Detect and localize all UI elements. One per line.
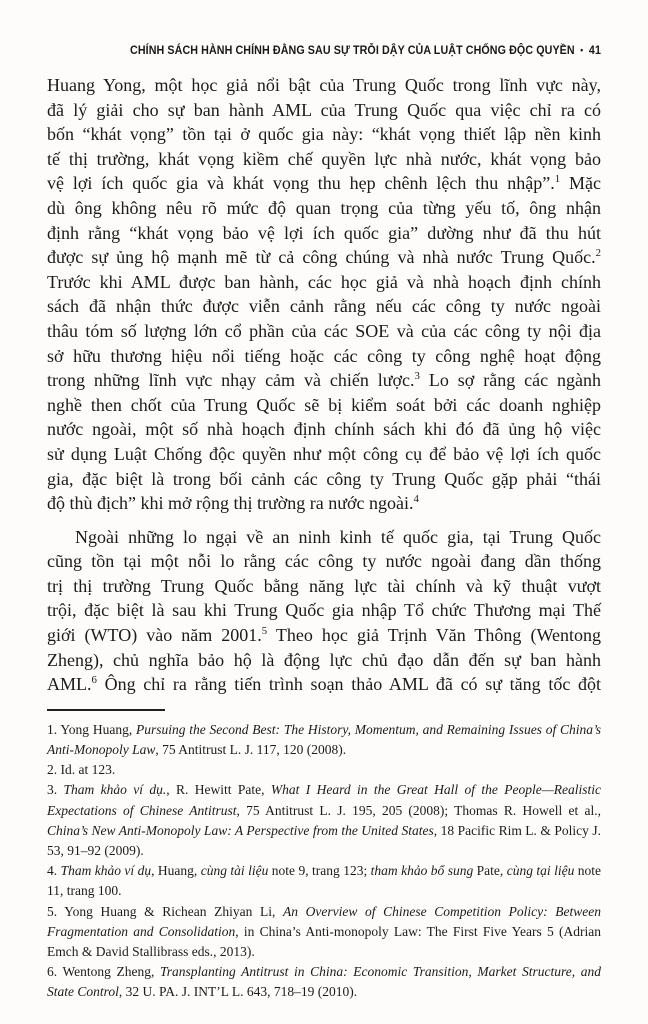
footnote-ref: 3	[414, 370, 420, 383]
page-body	[47, 73, 601, 697]
text-segment: Tham khảo ví dụ	[60, 863, 152, 879]
text-segment: định rằng “khát vọng bảo vệ lợi ích quốc gia” dường như đã thu hút	[47, 222, 601, 243]
footnote-ref: 2	[595, 247, 601, 260]
text-segment: Pate,	[473, 863, 507, 879]
footnote-ref: 6	[91, 674, 97, 687]
text-line	[47, 672, 601, 697]
text-segment: nghề then chốt của Trung Quốc sẽ bị kiểm soát bởi các doanh nghiệp	[47, 394, 601, 415]
text-segment: sở hữu thương hiệu nổi tiếng hoặc các công ty công nghệ hoạt động	[47, 345, 601, 366]
text-segment: Mặc	[560, 173, 602, 194]
text-segment: trị thị trường Trung Quốc bằng năng lực tài chính và kỹ thuật vượt	[47, 575, 601, 596]
text-segment: Zheng), chủ nghĩa bảo hộ là động lực chủ đạo dẫn đến sự ban hành	[47, 649, 601, 670]
text-segment: được sự ủng hộ mạnh mẽ từ cả công chúng và nhà nước Trung Quốc.	[47, 247, 596, 268]
text-line	[47, 196, 601, 221]
text-segment: Pursuing the Second Best: The History, Momentum, and Remaining Issues of China’s Anti-Monopoly Law	[47, 721, 602, 758]
text-segment: , in China’s Anti-monopoly Law: The First Five Years 5 (Adrian Emch & David Stallibrass eds., 2013).	[47, 923, 601, 960]
text-segment: trong những lĩnh vực nhạy cảm và chiến lược.	[47, 370, 415, 391]
text-segment: , 75 Antitrust L. J. 117, 120 (2008).	[155, 742, 347, 758]
text-line	[47, 393, 601, 418]
text-line	[47, 344, 601, 369]
text-line	[47, 417, 601, 442]
text-segment: thâu tóm số lượng lớn cổ phần của các SOE và của các công ty nội địa	[47, 320, 601, 341]
text-segment: , 32 U. PA. J. INT’L L. 643, 718–19 (2010).	[118, 984, 358, 1000]
text-segment: cùng tài liệu	[200, 863, 269, 879]
text-segment: 5. Yong Huang & Richean Zhiyan Li,	[47, 903, 284, 919]
text-segment: Trước khi AML được ban hành, các học giả và nhà hoạch định chính	[47, 271, 601, 292]
text-line	[47, 221, 601, 246]
footnote-ref: 1	[554, 173, 561, 186]
text-segment: Ông chỉ ra rằng tiến trình soạn thảo AML đã có sự tăng tốc đột	[96, 674, 601, 695]
text-line	[47, 623, 601, 648]
text-segment: , Huang,	[151, 863, 201, 879]
text-segment: bốn “khát vọng” tồn tại ở quốc gia này: “khát vọng thiết lập nền kinh	[47, 124, 601, 145]
text-segment: cũng tồn tại một nỗi lo rằng các công ty nước ngoài đang dần thống	[47, 551, 601, 572]
text-line	[47, 368, 601, 393]
text-segment: 6. Wentong Zheng,	[47, 964, 161, 980]
page-number: 41	[588, 45, 601, 57]
text-segment: giới (WTO) vào năm 2001.	[47, 625, 262, 646]
text-line	[47, 467, 601, 492]
text-segment: sử dụng Luật Chống độc quyền như một công cụ để bảo vệ lợi ích quốc	[47, 443, 601, 464]
text-line	[47, 171, 601, 196]
text-segment: tế thị trường, khát vọng kiềm chế quyền lực nhà nước, khát vọng bảo	[47, 148, 601, 169]
text-segment: sách đã nhận thức được viễn cảnh rằng nếu các công ty nước ngoài	[47, 296, 601, 317]
text-segment: nước ngoài, một số nhà hoạch định chính sách khi đó đã ủng hộ việc	[47, 419, 601, 440]
text-segment: gia, đặc biệt là trong bối cảnh các công ty Trung Quốc gặp phải “thái	[47, 468, 601, 489]
text-segment: , 18 Pacific Rim L. & Policy J. 53, 91–92 (2009).	[47, 822, 601, 859]
text-line	[47, 245, 601, 270]
text-line	[47, 442, 601, 467]
text-segment: trội, đặc biệt là sau khi Trung Quốc gia nhập Tổ chức Thương mại Thế	[47, 600, 601, 621]
text-segment: tham khảo bổ sung	[370, 863, 474, 879]
text-segment: 3.	[47, 782, 64, 798]
text-segment: Huang Yong, một học giả nổi bật của Trung Quốc trong lĩnh vực này,	[47, 75, 601, 95]
running-header	[86, 45, 601, 57]
bullet-separator-icon: •	[580, 45, 584, 55]
text-segment: Transplanting Antitrust in China: Economic Transition, Market Structure, and State Control	[47, 964, 601, 1000]
text-segment: 1. Yong Huang,	[47, 721, 136, 737]
footnote	[47, 962, 601, 1002]
text-line	[47, 319, 601, 344]
text-line	[47, 98, 601, 123]
text-line	[47, 574, 601, 599]
footnote-ref: 5	[261, 625, 268, 638]
text-line	[47, 73, 601, 98]
text-segment: What I Heard in the Great Hall of the People—Realistic Expectations of Chinese Antitrust	[47, 782, 602, 818]
footnote-divider	[47, 709, 165, 711]
text-segment: cùng tại liệu	[506, 863, 575, 879]
text-line	[47, 147, 601, 172]
text-segment: note 9, trang 123;	[268, 863, 371, 879]
footnotes-section	[47, 720, 601, 1003]
footnote	[47, 720, 601, 760]
text-segment: Lo sợ rằng các ngành	[419, 370, 601, 391]
footnote	[47, 861, 601, 901]
text-line	[47, 598, 601, 623]
footnote	[47, 902, 601, 963]
footnote-ref: 4	[413, 493, 419, 506]
text-segment: , R. Hewitt Pate,	[166, 782, 271, 798]
text-segment: vệ lợi ích quốc gia và khát vọng thu hẹp chênh lệch thu nhập”.	[47, 173, 555, 194]
text-segment: AML.	[47, 674, 92, 695]
body-paragraph	[47, 73, 601, 516]
text-segment: , 75 Antitrust L. J. 195, 205 (2008); Thomas R. Howell et al.,	[236, 802, 601, 818]
footnote	[47, 780, 601, 861]
body-paragraph	[47, 525, 601, 697]
text-segment: độ thù địch” khi mở rộng thị trường ra nước ngoài.	[47, 493, 414, 514]
chapter-title: CHÍNH SÁCH HÀNH CHÍNH ĐẰNG SAU SỰ TRỖI DẬY CỦA LUẬT CHỐNG ĐỘC QUYỀN	[130, 45, 575, 57]
text-line	[47, 491, 601, 516]
text-segment: 4.	[47, 863, 61, 879]
text-segment: Theo học giả Trịnh Văn Thông (Wentong	[267, 625, 601, 646]
text-segment: An Overview of Chinese Competition Policy: Between Fragmentation and Consolidation	[47, 903, 602, 939]
text-line	[47, 648, 601, 673]
text-segment: note 11, trang 100.	[47, 863, 602, 899]
text-segment: China’s New Anti-Monopoly Law: A Perspective from the United States	[47, 822, 434, 838]
text-segment: Tham khảo ví dụ.	[63, 782, 167, 798]
text-line	[47, 122, 601, 147]
text-line	[47, 549, 601, 574]
text-segment: dù ông không nêu rõ mức độ quan trọng của từng yếu tố, ông nhận	[47, 197, 601, 218]
footnote	[47, 760, 601, 780]
text-line	[47, 294, 601, 319]
text-line	[47, 525, 601, 550]
text-segment: Ngoài những lo ngại về an ninh kinh tế quốc gia, tại Trung Quốc	[75, 526, 601, 547]
text-segment: 2. Id. at 123.	[47, 762, 116, 778]
text-segment: đã lý giải cho sự ban hành AML của Trung Quốc qua việc chỉ ra có	[47, 99, 601, 120]
text-line	[47, 270, 601, 295]
